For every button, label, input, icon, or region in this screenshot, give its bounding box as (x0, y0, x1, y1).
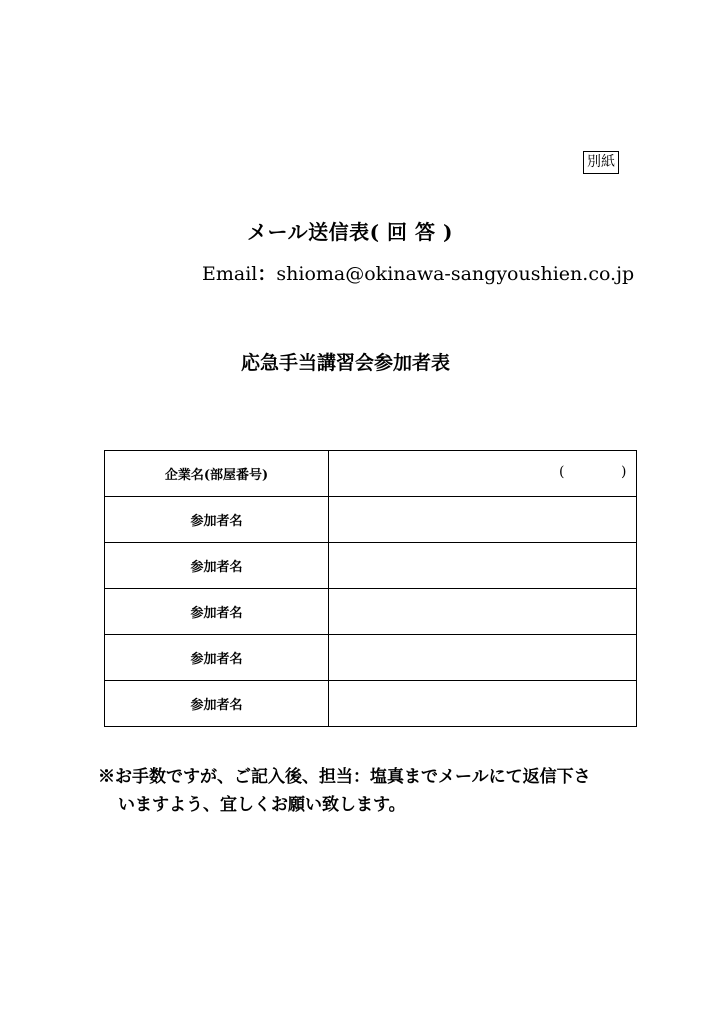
room-number-paren-close: ) (621, 464, 627, 480)
participant-input-cell[interactable] (329, 635, 637, 681)
participant-row (105, 589, 637, 635)
company-row (105, 451, 637, 497)
email-line (202, 259, 634, 286)
participant-input-cell[interactable] (329, 589, 637, 635)
participant-label: 参加者名 (105, 543, 329, 589)
participant-label: 参加者名 (105, 635, 329, 681)
email-prefix: Email (202, 263, 258, 285)
participant-input-cell[interactable] (329, 497, 637, 543)
note-line-2: いますよう、宜しくお願い致します。 (118, 795, 406, 815)
participant-row (105, 635, 637, 681)
attachment-label: 別紙 (583, 151, 619, 174)
participant-row (105, 497, 637, 543)
note-line-1: ※お手数ですが、ご記入後、担当：塩真までメールにて返信下さ (98, 767, 591, 787)
room-number-paren-open: ( (559, 464, 565, 480)
company-input-cell[interactable] (329, 451, 637, 497)
return-instructions-note (98, 763, 658, 819)
participant-table (104, 450, 637, 727)
email-address: shioma@okinawa-sangyoushien.co.jp (276, 263, 635, 285)
participant-label: 参加者名 (105, 681, 329, 727)
email-separator: ： (257, 263, 277, 285)
participant-label: 参加者名 (105, 589, 329, 635)
company-label: 企業名(部屋番号) (105, 451, 329, 497)
participant-row (105, 681, 637, 727)
participant-input-cell[interactable] (329, 543, 637, 589)
participant-label: 参加者名 (105, 497, 329, 543)
page-heading: メール送信表( 回 答 ) (247, 220, 453, 244)
participant-input-cell[interactable] (329, 681, 637, 727)
participant-row (105, 543, 637, 589)
form-title: 応急手当講習会参加者表 (241, 352, 451, 374)
